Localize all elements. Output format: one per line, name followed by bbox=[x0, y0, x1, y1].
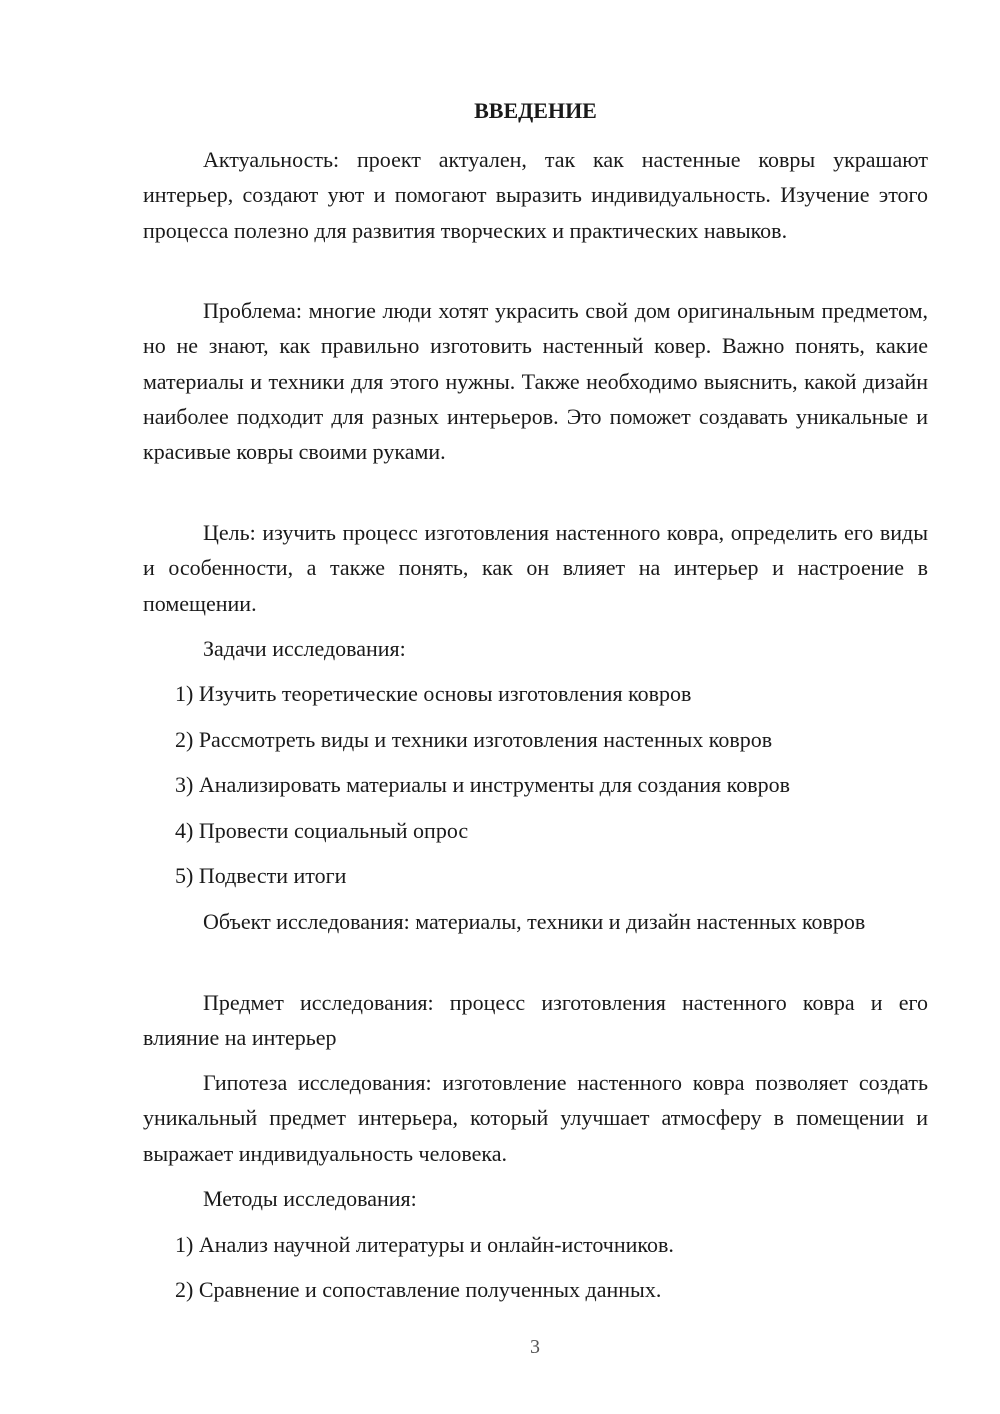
page-number: 3 bbox=[530, 1336, 540, 1358]
method-item-1: 1) Анализ научной литературы и онлайн-источников. bbox=[175, 1232, 674, 1257]
task-item-5: 5) Подвести итоги bbox=[175, 863, 347, 888]
goal-paragraph: Цель: изучить процесс изготовления настенного ковра, определить его виды и особенности, а также понять, как он влияет на интерьер и настроение в помещении. bbox=[143, 520, 928, 616]
task-item-4: 4) Провести социальный опрос bbox=[175, 818, 469, 843]
task-item-1: 1) Изучить теоретические основы изготовления ковров bbox=[175, 681, 692, 706]
method-item-2: 2) Сравнение и сопоставление полученных данных. bbox=[175, 1277, 662, 1302]
hypothesis-paragraph: Гипотеза исследования: изготовление настенного ковра позволяет создать уникальный предмет интерьера, который улучшает атмосферу в помещении и выражает индивидуальность человека. bbox=[143, 1070, 928, 1166]
methods-heading: Методы исследования: bbox=[203, 1186, 417, 1211]
task-item-3: 3) Анализировать материалы и инструменты для создания ковров bbox=[175, 772, 791, 797]
tasks-heading: Задачи исследования: bbox=[203, 636, 406, 661]
relevance-paragraph: Актуальность: проект актуален, так как настенные ковры украшают интерьер, создают уют и помогают выразить индивидуальность. Изучение этого процесса полезно для развития творческих и практических навыков. bbox=[143, 147, 928, 243]
task-item-2: 2) Рассмотреть виды и техники изготовления настенных ковров bbox=[175, 727, 773, 752]
problem-paragraph: Проблема: многие люди хотят украсить свой дом оригинальным предметом, но не знают, как правильно изготовить настенный ковер. Важно понять, какие материалы и техники для этого нужны. Также необходимо выяснить, какой дизайн наиболее подходит для разных интерьеров. Это поможет создавать уникальные и красивые ковры своими руками. bbox=[143, 298, 928, 465]
object-paragraph: Объект исследования: материалы, техники и дизайн настенных ковров bbox=[203, 909, 866, 934]
subject-paragraph: Предмет исследования: процесс изготовления настенного ковра и его влияние на интерьер bbox=[143, 990, 928, 1051]
page-title: ВВЕДЕНИЕ bbox=[474, 98, 597, 123]
